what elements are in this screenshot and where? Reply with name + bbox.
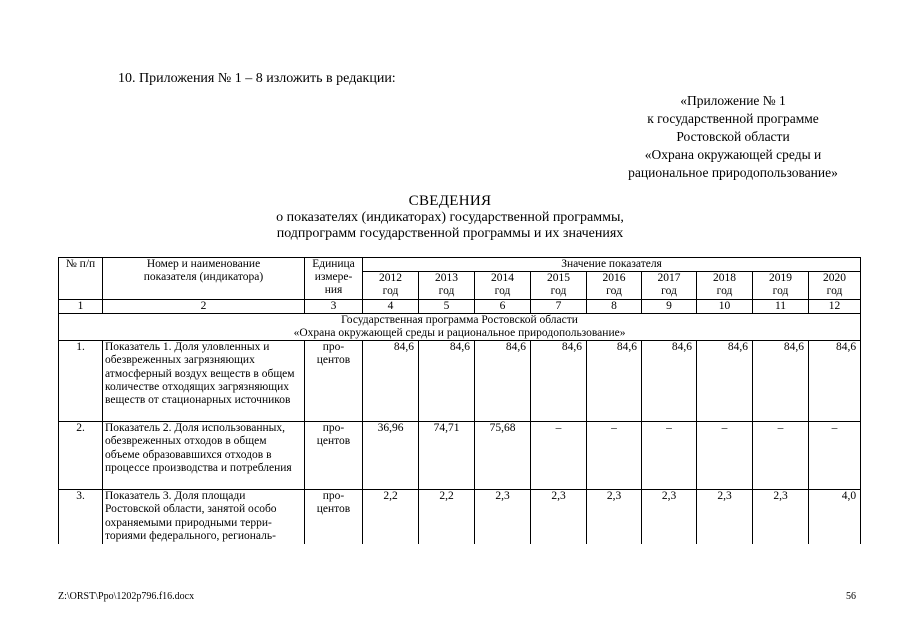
header-year bbox=[753, 272, 809, 299]
value-cell: 2,2 bbox=[363, 490, 419, 545]
column-number: 2 bbox=[103, 299, 305, 313]
column-number: 8 bbox=[587, 299, 642, 313]
row-number: 2. bbox=[59, 422, 103, 490]
value-cell: – bbox=[809, 422, 861, 490]
indicator-unit bbox=[305, 490, 363, 545]
header-unit-line: измере- bbox=[314, 271, 353, 284]
section-row bbox=[59, 313, 861, 340]
value-cell: 84,6 bbox=[363, 341, 419, 422]
column-number: 1 bbox=[59, 299, 103, 313]
value-cell: 2,3 bbox=[587, 490, 642, 545]
column-number: 5 bbox=[419, 299, 475, 313]
year-word: год bbox=[661, 285, 677, 298]
row-number: 3. bbox=[59, 490, 103, 545]
heading-subtitle-line: о показателях (индикаторах) государственной программы, bbox=[276, 209, 624, 225]
heading-subtitle-line: подпрограмм государственной программы и их значениях bbox=[276, 226, 624, 241]
value-cell: 84,6 bbox=[587, 341, 642, 422]
value-cell: – bbox=[642, 422, 697, 490]
indicator-name: Показатель 3. Доля площади Ростовской области, занятой особо охраняемыми природными территориями федерального, региональ- bbox=[103, 490, 305, 545]
year-word: год bbox=[826, 285, 843, 298]
header-year bbox=[697, 272, 753, 299]
value-cell: 84,6 bbox=[753, 341, 809, 422]
value-cell: 2,3 bbox=[753, 490, 809, 545]
indicator-unit bbox=[305, 341, 363, 422]
unit-line: про- bbox=[322, 422, 345, 435]
unit-line: центов bbox=[316, 503, 351, 516]
column-number-row bbox=[59, 299, 861, 313]
value-cell: 84,6 bbox=[419, 341, 475, 422]
year-number: 2014 bbox=[491, 272, 514, 285]
header-name-line: Номер и наименование bbox=[146, 258, 261, 270]
table-row bbox=[59, 341, 861, 422]
unit-line: про- bbox=[322, 490, 345, 503]
header-unit bbox=[305, 258, 363, 300]
header-name bbox=[103, 258, 305, 300]
column-number: 6 bbox=[475, 299, 531, 313]
value-cell: – bbox=[697, 422, 753, 490]
year-word: год bbox=[382, 285, 399, 298]
indicator-name: Показатель 1. Доля уловленных и обезвреженных загрязняющих атмосферный воздух веществ в общем количестве отходящих загрязняющих веществ от стационарных источников bbox=[103, 341, 305, 422]
year-number: 2016 bbox=[602, 272, 626, 285]
section-title bbox=[59, 313, 861, 340]
heading-title: СВЕДЕНИЯ bbox=[408, 193, 492, 209]
column-number: 12 bbox=[809, 299, 861, 313]
column-number: 9 bbox=[642, 299, 697, 313]
value-cell: 2,3 bbox=[475, 490, 531, 545]
appendix-label bbox=[600, 92, 866, 182]
column-number: 4 bbox=[363, 299, 419, 313]
header-year bbox=[642, 272, 697, 299]
header-year bbox=[587, 272, 642, 299]
year-word: год bbox=[494, 285, 511, 298]
header-year bbox=[475, 272, 531, 299]
unit-line: про- bbox=[322, 341, 345, 354]
year-number: 2013 bbox=[435, 272, 458, 285]
year-word: год bbox=[550, 285, 567, 298]
header-unit-line: Единица bbox=[312, 258, 355, 270]
document-heading bbox=[160, 193, 740, 243]
value-cell: 4,0 bbox=[809, 490, 861, 545]
header-year bbox=[531, 272, 587, 299]
year-word: год bbox=[772, 285, 789, 298]
value-cell: 2,2 bbox=[419, 490, 475, 545]
year-number: 2012 bbox=[379, 272, 402, 285]
header-unit-line: ния bbox=[324, 284, 343, 297]
value-cell: 2,3 bbox=[531, 490, 587, 545]
appendix-line: к государственной программе bbox=[647, 111, 819, 126]
unit-line: центов bbox=[316, 354, 351, 367]
column-number: 11 bbox=[753, 299, 809, 313]
header-values: Значение показателя bbox=[363, 258, 861, 272]
header-year bbox=[809, 272, 861, 299]
year-number: 2017 bbox=[657, 272, 681, 285]
table-header-row bbox=[59, 258, 861, 272]
value-cell: 84,6 bbox=[809, 341, 861, 422]
header-year bbox=[363, 272, 419, 299]
appendix-line: Ростовской области bbox=[676, 129, 790, 144]
unit-line: центов bbox=[316, 435, 351, 448]
value-cell: – bbox=[753, 422, 809, 490]
appendix-line: «Охрана окружающей среды и bbox=[644, 147, 822, 162]
table-row bbox=[59, 422, 861, 490]
indicator-unit bbox=[305, 422, 363, 490]
indicators-table bbox=[58, 257, 861, 544]
value-cell: 84,6 bbox=[642, 341, 697, 422]
year-number: 2018 bbox=[713, 272, 736, 285]
section-title-line: Государственная программа Ростовской области bbox=[341, 313, 578, 326]
column-number: 3 bbox=[305, 299, 363, 313]
appendix-line: «Приложение № 1 bbox=[680, 93, 786, 108]
header-num: № п/п bbox=[59, 258, 103, 300]
year-word: год bbox=[606, 285, 622, 298]
year-number: 2020 bbox=[823, 272, 847, 285]
value-cell: 84,6 bbox=[697, 341, 753, 422]
indicator-name: Показатель 2. Доля использованных, обезвреженных отходов в общем объеме образовавшихся отходов в процессе производства и потребления bbox=[103, 422, 305, 490]
year-number: 2015 bbox=[547, 272, 570, 285]
value-cell: 75,68 bbox=[475, 422, 531, 490]
value-cell: 84,6 bbox=[475, 341, 531, 422]
year-word: год bbox=[716, 285, 733, 298]
footer-file-path: Z:\ORST\Ppo\1202p796.f16.docx bbox=[58, 591, 195, 602]
value-cell: 2,3 bbox=[642, 490, 697, 545]
appendix-line: рациональное природопользование» bbox=[628, 165, 838, 180]
value-cell: 2,3 bbox=[697, 490, 753, 545]
column-number: 7 bbox=[531, 299, 587, 313]
column-number: 10 bbox=[697, 299, 753, 313]
year-number: 2019 bbox=[769, 272, 792, 285]
value-cell: 84,6 bbox=[531, 341, 587, 422]
year-word: год bbox=[438, 285, 455, 298]
intro-text: 10. Приложения № 1 – 8 изложить в редакции: bbox=[118, 71, 396, 86]
header-name-line: показателя (индикатора) bbox=[143, 271, 264, 284]
footer-page-number: 56 bbox=[846, 591, 856, 602]
table-row bbox=[59, 490, 861, 545]
section-title-line: «Охрана окружающей среды и рациональное природопользование» bbox=[293, 327, 626, 340]
value-cell: – bbox=[531, 422, 587, 490]
value-cell: 36,96 bbox=[363, 422, 419, 490]
header-year bbox=[419, 272, 475, 299]
row-number: 1. bbox=[59, 341, 103, 422]
value-cell: – bbox=[587, 422, 642, 490]
value-cell: 74,71 bbox=[419, 422, 475, 490]
